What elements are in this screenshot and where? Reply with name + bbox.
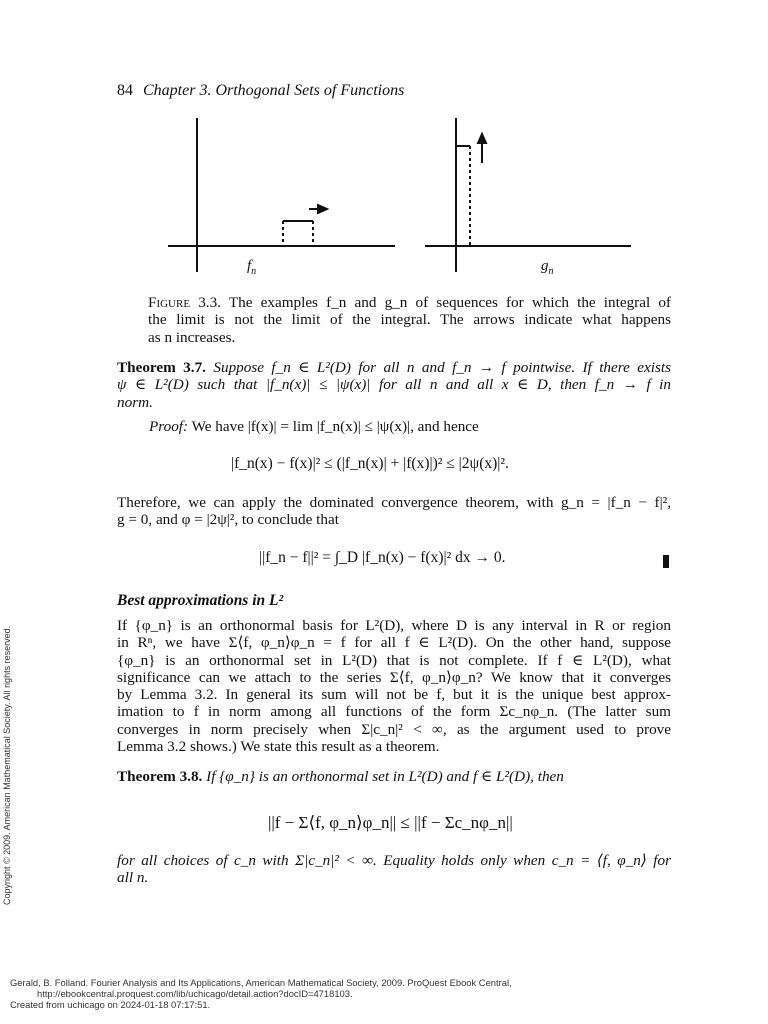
fn-pulse bbox=[283, 221, 313, 246]
proof-equation-1: |f_n(x) − f(x)|² ≤ (|f_n(x)| + |f(x)|)² ≤ |2ψ(x)|². bbox=[231, 455, 509, 472]
arrow-up-icon bbox=[478, 134, 486, 163]
gn-spike bbox=[456, 146, 470, 246]
proof-continuation: Therefore, we can apply the dominated convergence theorem, with g_n = |f_n − f|², g = 0, and φ = |2ψ|², to conclude that bbox=[117, 494, 671, 529]
figure-3-3 bbox=[0, 0, 768, 290]
section-heading: Best approximations in L² bbox=[117, 592, 284, 609]
theorem-3-7: Theorem 3.7. Suppose f_n ∈ L²(D) for all n and f_n → f pointwise. If there exists ψ ∈ L²(D) such that |f_n(x)| ≤ |ψ(x)| for all n and all x ∈ D, then f_n → f in norm. bbox=[117, 359, 671, 411]
copyright-notice: Copyright © 2009. American Mathematical Society. All rights reserved. bbox=[2, 625, 12, 905]
page-number: 84 bbox=[117, 82, 133, 99]
theorem-3-8: Theorem 3.8. If {φ_n} is an orthonormal set in L²(D) and f ∈ L²(D), then bbox=[117, 768, 564, 785]
theorem-3-8-continuation: for all choices of c_n with Σ|c_n|² < ∞. Equality holds only when c_n = ⟨f, φ_n⟩ for all n. bbox=[117, 852, 671, 887]
theorem-label: Theorem 3.8. bbox=[117, 768, 203, 785]
proof-label: Proof: bbox=[149, 418, 189, 435]
citation-date: Created from uchicago on 2024-01-18 07:17:51. bbox=[10, 999, 211, 1010]
qed-mark bbox=[663, 555, 669, 568]
proof-equation-2: ||f_n − f||² = ∫_D |f_n(x) − f(x)|² dx → 0. bbox=[259, 549, 506, 566]
chapter-title: Chapter 3. Orthogonal Sets of Functions bbox=[143, 82, 405, 99]
theorem-3-8-equation: ||f − Σ⟨f, φ_n⟩φ_n|| ≤ ||f − Σc_nφ_n|| bbox=[268, 813, 513, 832]
citation-url[interactable]: http://ebookcentral.proquest.com/lib/uchicago/detail.action?docID=4718103. bbox=[37, 988, 353, 999]
proof-intro: Proof: We have |f(x)| = lim |f_n(x)| ≤ |ψ(x)|, and hence bbox=[149, 418, 479, 435]
citation-footer bbox=[10, 977, 512, 1010]
arrow-right-icon bbox=[309, 205, 327, 213]
caption-label: Figure 3.3. bbox=[148, 294, 221, 311]
section-paragraph: If {φ_n} is an orthonormal basis for L²(D), where D is any interval in R or region in Rⁿ, we have Σ⟨f, φ_n⟩φ_n = f for all f ∈ L²(D). On the other hand, suppose {φ_n} is an orthonormal set in L²(D) that is not complete. If f ∈ L²(D), what significance can we attach to the series Σ⟨f, φ_n⟩φ_n? We know that it converges by Lemma 3.2. In general its sum will not be f, but it is the unique best approx- imation to f in norm among all functions of the form Σc_nφ_n. (The latter sum converges in norm precisely when Σ|c_n|² < ∞, as the argument used to prove Lemma 3.2 shows.) We state this result as a theorem. bbox=[117, 617, 671, 756]
figure-label-gn: $g_n$ bbox=[541, 258, 554, 277]
figure-label-fn: $f_n$ bbox=[247, 258, 257, 277]
theorem-label: Theorem 3.7. bbox=[117, 359, 206, 376]
citation-line: Gerald, B. Folland. Fourier Analysis and Its Applications, American Mathematical Society, 2009. ProQuest Ebook Central, bbox=[10, 977, 512, 988]
figure-caption: Figure 3.3. The examples f_n and g_n of sequences for which the integral of the limit is not the limit of the integral. The arrows indicate what happens as n increases. bbox=[148, 294, 671, 346]
